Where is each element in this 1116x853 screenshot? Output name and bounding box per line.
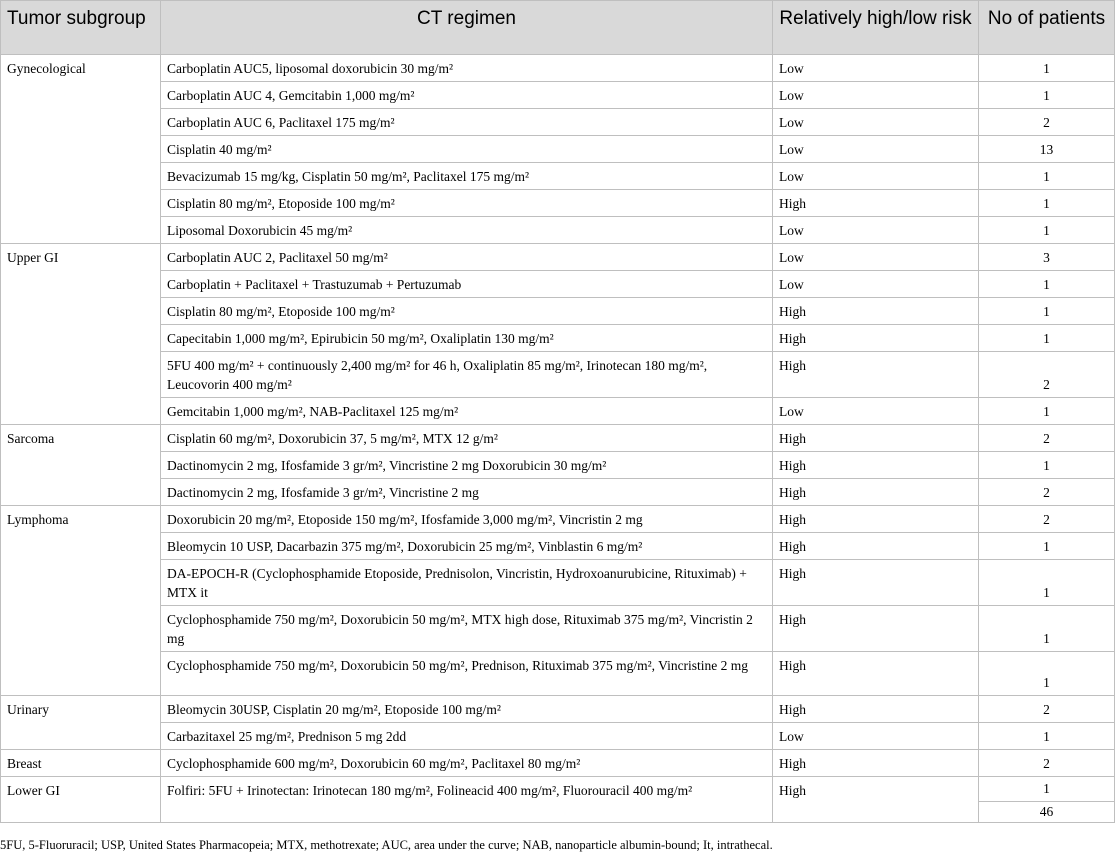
risk-cell: Low [773, 109, 979, 136]
table-row [1, 750, 1115, 777]
tumor-subgroup-cell: Upper GI [1, 244, 161, 425]
risk-cell: Low [773, 271, 979, 298]
regimen-cell: Cyclophosphamide 750 mg/m², Doxorubicin 50 mg/m², Prednison, Rituximab 375 mg/m², Vincristine 2 mg [161, 652, 773, 696]
tumor-subgroup-cell: Urinary [1, 696, 161, 750]
patient-count-cell: 2 [979, 696, 1115, 723]
risk-cell: High [773, 652, 979, 696]
patient-count-cell: 3 [979, 244, 1115, 271]
table-row [1, 777, 1115, 823]
regimen-cell: Carboplatin AUC 2, Paclitaxel 50 mg/m² [161, 244, 773, 271]
patient-count-cell: 1 [979, 560, 1115, 606]
header-tumor-subgroup: Tumor subgroup [1, 1, 161, 55]
patient-count-cell: 1 [979, 652, 1115, 696]
table-row [1, 696, 1115, 723]
table-row [1, 398, 1115, 425]
regimen-cell: Bleomycin 30USP, Cisplatin 20 mg/m², Etoposide 100 mg/m² [161, 696, 773, 723]
regimen-cell: Bleomycin 10 USP, Dacarbazin 375 mg/m², Doxorubicin 25 mg/m², Vinblastin 6 mg/m² [161, 533, 773, 560]
table-row [1, 479, 1115, 506]
table-footnote: 5FU, 5-Fluoruracil; USP, United States Pharmacopeia; MTX, methotrexate; AUC, area under the curve; NAB, nanoparticle albumin-bound; It, intrathecal. [0, 838, 773, 852]
regimen-cell: Carboplatin AUC 4, Gemcitabin 1,000 mg/m² [161, 82, 773, 109]
table-row [1, 506, 1115, 533]
tumor-subgroup-cell: Breast [1, 750, 161, 777]
table-row [1, 352, 1115, 398]
risk-cell: High [773, 452, 979, 479]
regimen-cell: Dactinomycin 2 mg, Ifosfamide 3 gr/m², Vincristine 2 mg [161, 479, 773, 506]
risk-cell: High [773, 777, 979, 823]
regimen-cell: Cisplatin 80 mg/m², Etoposide 100 mg/m² [161, 190, 773, 217]
regimen-cell: Carbazitaxel 25 mg/m², Prednison 5 mg 2dd [161, 723, 773, 750]
table-row [1, 190, 1115, 217]
tumor-subgroup-cell: Lymphoma [1, 506, 161, 696]
table-row [1, 560, 1115, 606]
header-ct-regimen: CT regimen [161, 1, 773, 55]
risk-cell: High [773, 190, 979, 217]
risk-cell: High [773, 606, 979, 652]
regimen-cell: Dactinomycin 2 mg, Ifosfamide 3 gr/m², Vincristine 2 mg Doxorubicin 30 mg/m² [161, 452, 773, 479]
table-body [1, 55, 1115, 823]
table-row [1, 271, 1115, 298]
patient-count-cell: 1 [979, 606, 1115, 652]
patient-count-cell: 2 [979, 352, 1115, 398]
tumor-subgroup-cell: Gynecological [1, 55, 161, 244]
header-patient-count: No of patients [979, 1, 1115, 55]
table-row [1, 533, 1115, 560]
tumor-subgroup-cell: Lower GI [1, 777, 161, 823]
regimen-cell: Folfiri: 5FU + Irinotectan: Irinotecan 180 mg/m², Folineacid 400 mg/m², Fluorouracil 400 mg/m² [161, 777, 773, 823]
patient-count-cell: 1 [979, 82, 1115, 109]
regimen-cell: Cyclophosphamide 750 mg/m², Doxorubicin 50 mg/m², MTX high dose, Rituximab 375 mg/m², Vincristin 2 mg [161, 606, 773, 652]
table-row [1, 606, 1115, 652]
patient-count-cell: 1 [979, 325, 1115, 352]
regimen-cell: Capecitabin 1,000 mg/m², Epirubicin 50 mg/m², Oxaliplatin 130 mg/m² [161, 325, 773, 352]
regimen-cell: Bevacizumab 15 mg/kg, Cisplatin 50 mg/m², Paclitaxel 175 mg/m² [161, 163, 773, 190]
regimen-cell: Cisplatin 60 mg/m², Doxorubicin 37, 5 mg/m², MTX 12 g/m² [161, 425, 773, 452]
regimen-cell: Cyclophosphamide 600 mg/m², Doxorubicin 60 mg/m², Paclitaxel 80 mg/m² [161, 750, 773, 777]
table-header-row [1, 1, 1115, 55]
table-row [1, 109, 1115, 136]
regimen-cell: Carboplatin AUC5, liposomal doxorubicin 30 mg/m² [161, 55, 773, 82]
patient-count-cell: 2 [979, 750, 1115, 777]
table-row [1, 244, 1115, 271]
risk-cell: High [773, 298, 979, 325]
patient-count-cell: 2 [979, 425, 1115, 452]
table-row [1, 298, 1115, 325]
risk-cell: High [773, 425, 979, 452]
risk-cell: High [773, 560, 979, 606]
total-patients: 46 [1039, 804, 1054, 819]
risk-cell: High [773, 325, 979, 352]
risk-cell: High [773, 352, 979, 398]
patient-count-cell: 2 [979, 506, 1115, 533]
table-row [1, 723, 1115, 750]
patient-count-value: 1 [979, 777, 1114, 802]
risk-cell: Low [773, 163, 979, 190]
patient-count-cell: 1 [979, 723, 1115, 750]
risk-cell: High [773, 479, 979, 506]
risk-cell: High [773, 750, 979, 777]
tumor-subgroup-cell: Sarcoma [1, 425, 161, 506]
patient-count-cell: 1 [979, 298, 1115, 325]
patient-count-cell: 2 [979, 109, 1115, 136]
patient-count-cell [979, 777, 1115, 823]
header-risk: Relatively high/low risk [773, 1, 979, 55]
table-row [1, 55, 1115, 82]
risk-cell: Low [773, 55, 979, 82]
risk-cell: Low [773, 723, 979, 750]
table-row [1, 325, 1115, 352]
regimen-cell: Cisplatin 80 mg/m², Etoposide 100 mg/m² [161, 298, 773, 325]
regimen-cell: Doxorubicin 20 mg/m², Etoposide 150 mg/m², Ifosfamide 3,000 mg/m², Vincristin 2 mg [161, 506, 773, 533]
patient-count-cell: 1 [979, 398, 1115, 425]
risk-cell: Low [773, 244, 979, 271]
risk-cell: Low [773, 136, 979, 163]
risk-cell: Low [773, 398, 979, 425]
table-row [1, 82, 1115, 109]
table-row [1, 163, 1115, 190]
patient-count-cell: 1 [979, 533, 1115, 560]
patient-count-cell: 1 [979, 190, 1115, 217]
patient-count-cell: 1 [979, 452, 1115, 479]
patient-count-cell: 1 [979, 217, 1115, 244]
regimen-cell: Carboplatin + Paclitaxel + Trastuzumab + Pertuzumab [161, 271, 773, 298]
patient-count-cell: 2 [979, 479, 1115, 506]
regimen-cell: Cisplatin 40 mg/m² [161, 136, 773, 163]
regimen-cell: Gemcitabin 1,000 mg/m², NAB-Paclitaxel 125 mg/m² [161, 398, 773, 425]
patient-count-cell: 1 [979, 55, 1115, 82]
patient-count-cell: 1 [979, 271, 1115, 298]
regimen-cell: Liposomal Doxorubicin 45 mg/m² [161, 217, 773, 244]
risk-cell: High [773, 533, 979, 560]
table-row [1, 136, 1115, 163]
patient-count-cell: 1 [979, 163, 1115, 190]
risk-cell: High [773, 696, 979, 723]
patient-count-cell: 13 [979, 136, 1115, 163]
table-row [1, 652, 1115, 696]
risk-cell: Low [773, 217, 979, 244]
table-row [1, 425, 1115, 452]
risk-cell: High [773, 506, 979, 533]
regimen-cell: DA-EPOCH-R (Cyclophosphamide Etoposide, Prednisolon, Vincristin, Hydroxoanurubicine, Rituximab) + MTX it [161, 560, 773, 606]
regimen-cell: Carboplatin AUC 6, Paclitaxel 175 mg/m² [161, 109, 773, 136]
table-row [1, 452, 1115, 479]
table-row [1, 217, 1115, 244]
regimen-cell: 5FU 400 mg/m² + continuously 2,400 mg/m² for 46 h, Oxaliplatin 85 mg/m², Irinotecan 180 mg/m², Leucovorin 400 mg/m² [161, 352, 773, 398]
risk-cell: Low [773, 82, 979, 109]
